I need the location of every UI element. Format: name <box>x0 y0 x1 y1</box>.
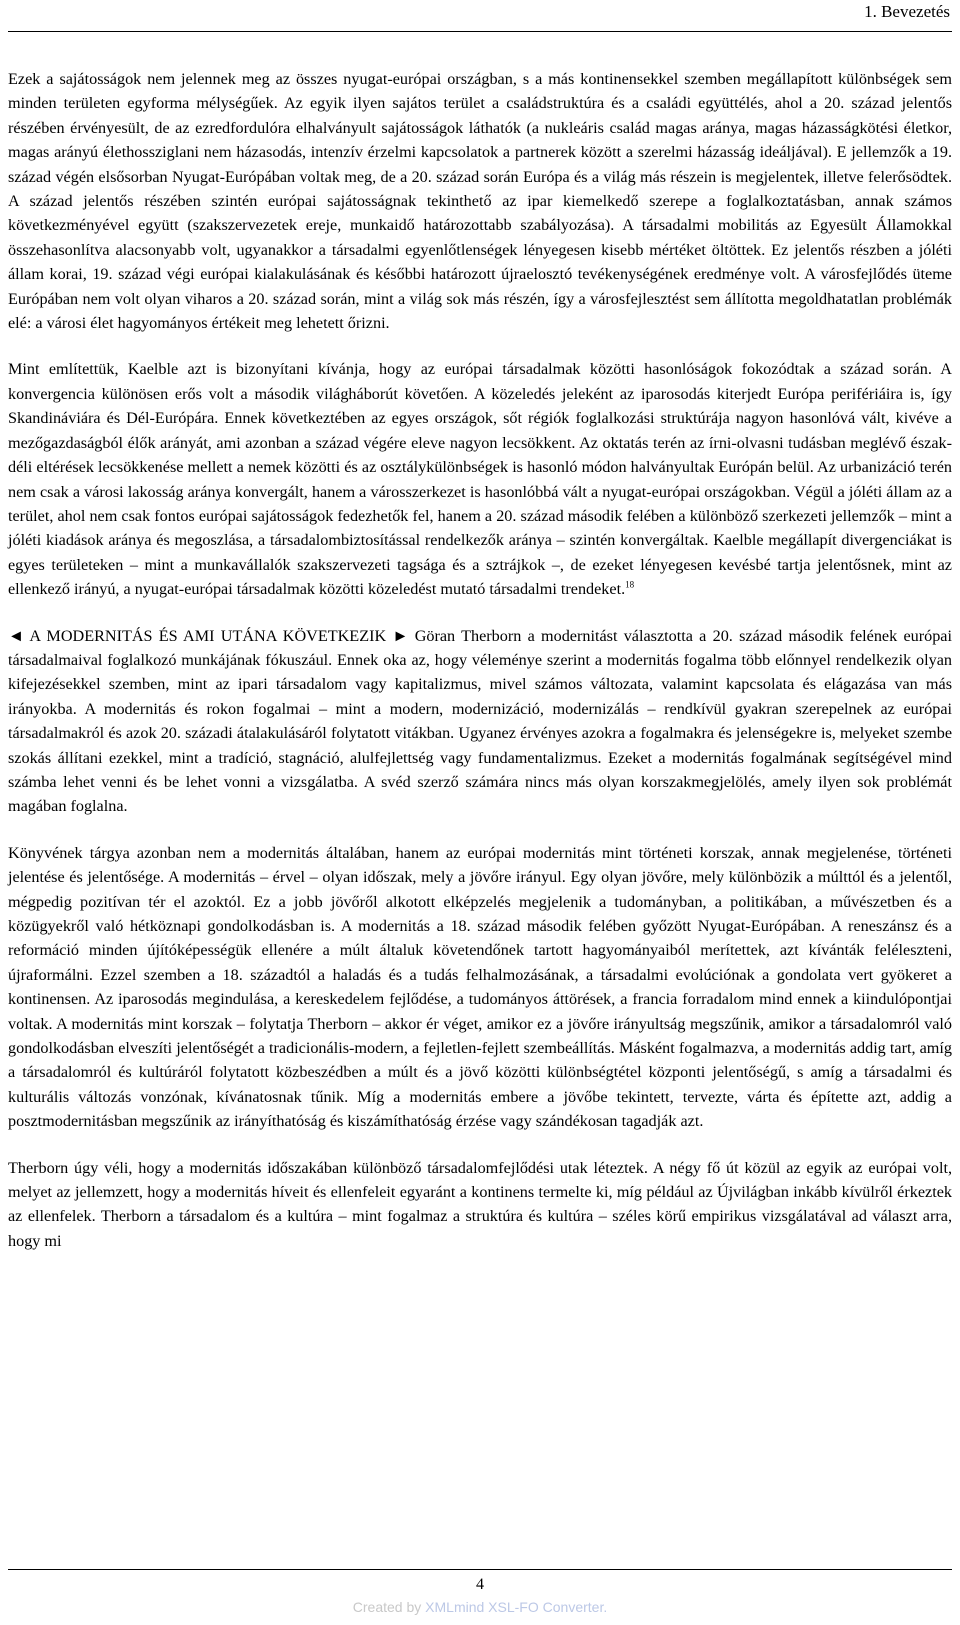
footer-divider <box>8 1569 952 1570</box>
paragraph: ◄ A MODERNITÁS ÉS AMI UTÁNA KÖVETKEZIK ► Göran Therborn a modernitást választotta a 20. század második felének európai társadalmaival foglalkozó munkájának fókuszául. Ennek oka az, hogy véleménye szerint a modernitás fogalma több előnnyel rendelkezik olyan kifejezésekkel szemben, mint az ipari társadalom vagy kapitalizmus, mivel számos változata, valamint kapcsolata és elágazása van más irányokba. A modernitás és rokon fogalmai – mint a modern, modernizáció, modernizálás – rendkívül gyakran szerepelnek az európai társadalmakról és azok 20. századi átalakulásáról folytatott vitákban. Ugyanez érvényes azokra a fogalmakra és jelenségekre is, melyeket szembe szokás állítani ezekkel, mint a tradíció, stagnáció, alulfejlettség vagy fundamentalizmus. Ezeket a modernitás fogalmának segítségével mind számba lehet venni és be lehet vonni a vizsgálatba. A svéd szerző számára nincs más olyan korszakmegjelölés, amely ilyen sok problémát magában foglalna. <box>8 626 952 816</box>
paragraph: Therborn úgy véli, hogy a modernitás időszakában különböző társadalomfejlődési utak léteztek. A négy fő út közül az egyik az európai volt, melyet az jellemzett, hogy a modernitás híveit és ellenfeleit egyaránt a kontinens termelte ki, míg például az Újvilágban inkább kívülről érkeztek az ellenfelek. Therborn a társadalom és a kultúra – mint fogalmaz a struktúra és kultúra – széles körű empirikus vizsgálatával ad választ arra, hogy mi <box>8 1158 952 1250</box>
page-body <box>8 67 952 1275</box>
paragraph: Ezek a sajátosságok nem jelennek meg az összes nyugat-európai országban, s a más kontinensekkel szemben megállapított különbségek sem minden területen egyforma mélységűek. Az egyik ilyen sajátos terület a családstruktúra és a családi együttélés, ahol a 20. század jelentős részében érvényesült, de az ezredfordulóra elhalványult sajátosságok láthatók (a nukleáris család magas aránya, magas házasságkötési életkor, magas arányú élethossziglani nem házasodás, intenzív érzelmi kapcsolatok a partnerek között a szerelmi házasság ideáljával). E jellemzők a 19. század végén elsősorban Nyugat-Európában voltak meg, de a 20. század során Európa és a világ más részein is megjelentek, illetve felerősödtek. A század jelentős részében szintén európai sajátosságnak tekinthető az ipar kiemelkedő szerepe a foglalkoztatásban, annak számos következményével együtt (szakszervezetek ereje, munkaidő határozottabb szabályozása). A társadalmi mobilitás az Egyesült Államokkal összehasonlítva alacsonyabb volt, ugyanakkor a társadalmi egyenlőtlenségek lényegesen kisebb mértéket öltöttek. Ez jelentős részben a jóléti állam korai, 19. század végi európai kialakulásának és későbbi határozott újraelosztó tevékenységének eredménye volt. A városfejlődés üteme Európában nem volt olyan viharos a 20. század során, mint a világ sok más részén, így a városfejlesztést sem állította megoldhatatlan problémák elé: a városi élet hagyományos értékeit meg lehetett őrizni. <box>8 70 952 333</box>
paragraph <box>8 357 952 601</box>
header-divider <box>8 31 952 32</box>
converter-credit <box>0 1599 960 1615</box>
page-number: 4 <box>476 1576 484 1593</box>
footnote-reference[interactable]: 18 <box>625 579 635 590</box>
credit-brand-link[interactable]: XMLmind XSL-FO Converter. <box>425 1599 608 1615</box>
credit-prefix: Created by <box>352 1599 426 1615</box>
paragraph: Könyvének tárgya azonban nem a modernitás általában, hanem az európai modernitás mint történeti korszak, annak megjelenése, történeti jelentése és jelentősége. A modernitás – érvel – olyan időszak, mely a jövőre irányul. Egy olyan jövőre, mely különbözik a múlttól és a jelentől, mégpedig pozitívan tér el azoktól. Ez a jobb jövőről alkotott elképzelés megjelenik a tudományban, a politikában, a művészetben és a közügyekről való hétköznapi gondolkodásban is. A modernitás a 18. század második felében győzött Nyugat-Európában. A reneszánsz és a reformáció minden újítóképességük ellenére a múlt általuk követendőnek tartott hagyományaiból merítettek, azt kívánták feléleszteni, újraformálni. Ezzel szemben a 18. századtól a haladás és a tudás felhalmozásának, a társadalmi evolúciónak a gondolata vert gyökeret a kontinensen. Az iparosodás megindulása, a kereskedelem fejlődése, a tudományos áttörések, a francia forradalom mind ennek a kiindulópontjai voltak. A modernitás mint korszak – folytatja Therborn – akkor ér véget, amikor ez a jövőre irányultság megszűnik, amikor a társadalomról való gondolkodásban elveszíti jelentőségét a tradicionális-modern, a fejletlen-fejlett szembeállítás. Másként fogalmazva, a modernitás addig tart, amíg a társadalomról és kultúráról folytatott közbeszédben a múlt és a jövő közötti különbségtétel központi jelentőségű, s amíg a társadalmi és kulturális változás vonzónak, kívánatosnak tűnik. Míg a modernitás embere a jövőbe tekintett, tervezte, várta és építette azt, addig a posztmodernitásban megszűnik az irányíthatóság és kiszámíthatóság érzése vagy szándékosan tagadják azt. <box>8 843 952 1131</box>
running-header: 1. Bevezetés <box>864 2 950 21</box>
paragraph-text: Mint említettük, Kaelble azt is bizonyítani kívánja, hogy az európai társadalmak közötti hasonlóságok fokozódtak a század során. A konvergencia különösen erős volt a második világháborút követően. A közeledés jeleként az iparosodás kiterjedt Európa perifériáira is, így Skandináviára és Dél-Európára. Ennek következtében az egyes országok, sőt régiók foglalkozási struktúrája nagyon hasonlóvá vált, kivéve a mezőgazdaságból élők arányát, ami azonban a század végére eleve nagyon lecsökkent. Az oktatás terén az írni-olvasni tudásban meglévő észak-déli eltérések lecsökkenése mellett a nemek közötti és az osztálykülönbségek is hasonló módon halványultak Európán belül. Az urbanizáció terén nem csak a városi lakosság aránya konvergált, hanem a városszerkezet is hasonlóbbá vált a nyugat-európai országokban. Végül a jóléti állam az a terület, ahol nem csak fontos európai sajátosságok fedezhetők fel, hanem a 20. század második felében a különböző szerkezeti jellemzők – mint a jóléti kiadások aránya és megoszlása, a társadalombiztosítással rendelkezők aránya – szintén konvergáltak. Kaelble megállapít divergenciákat is egyes területeken – mint a munkavállalók szakszervezeti tagsága és a sztrájkok –, de ezeket lényegesen kevésbé tartja jelentősnek, mint az ellenkező irányú, a nyugat-európai társadalmak közötti közeledést mutató társadalmi trendeket. <box>8 360 952 599</box>
